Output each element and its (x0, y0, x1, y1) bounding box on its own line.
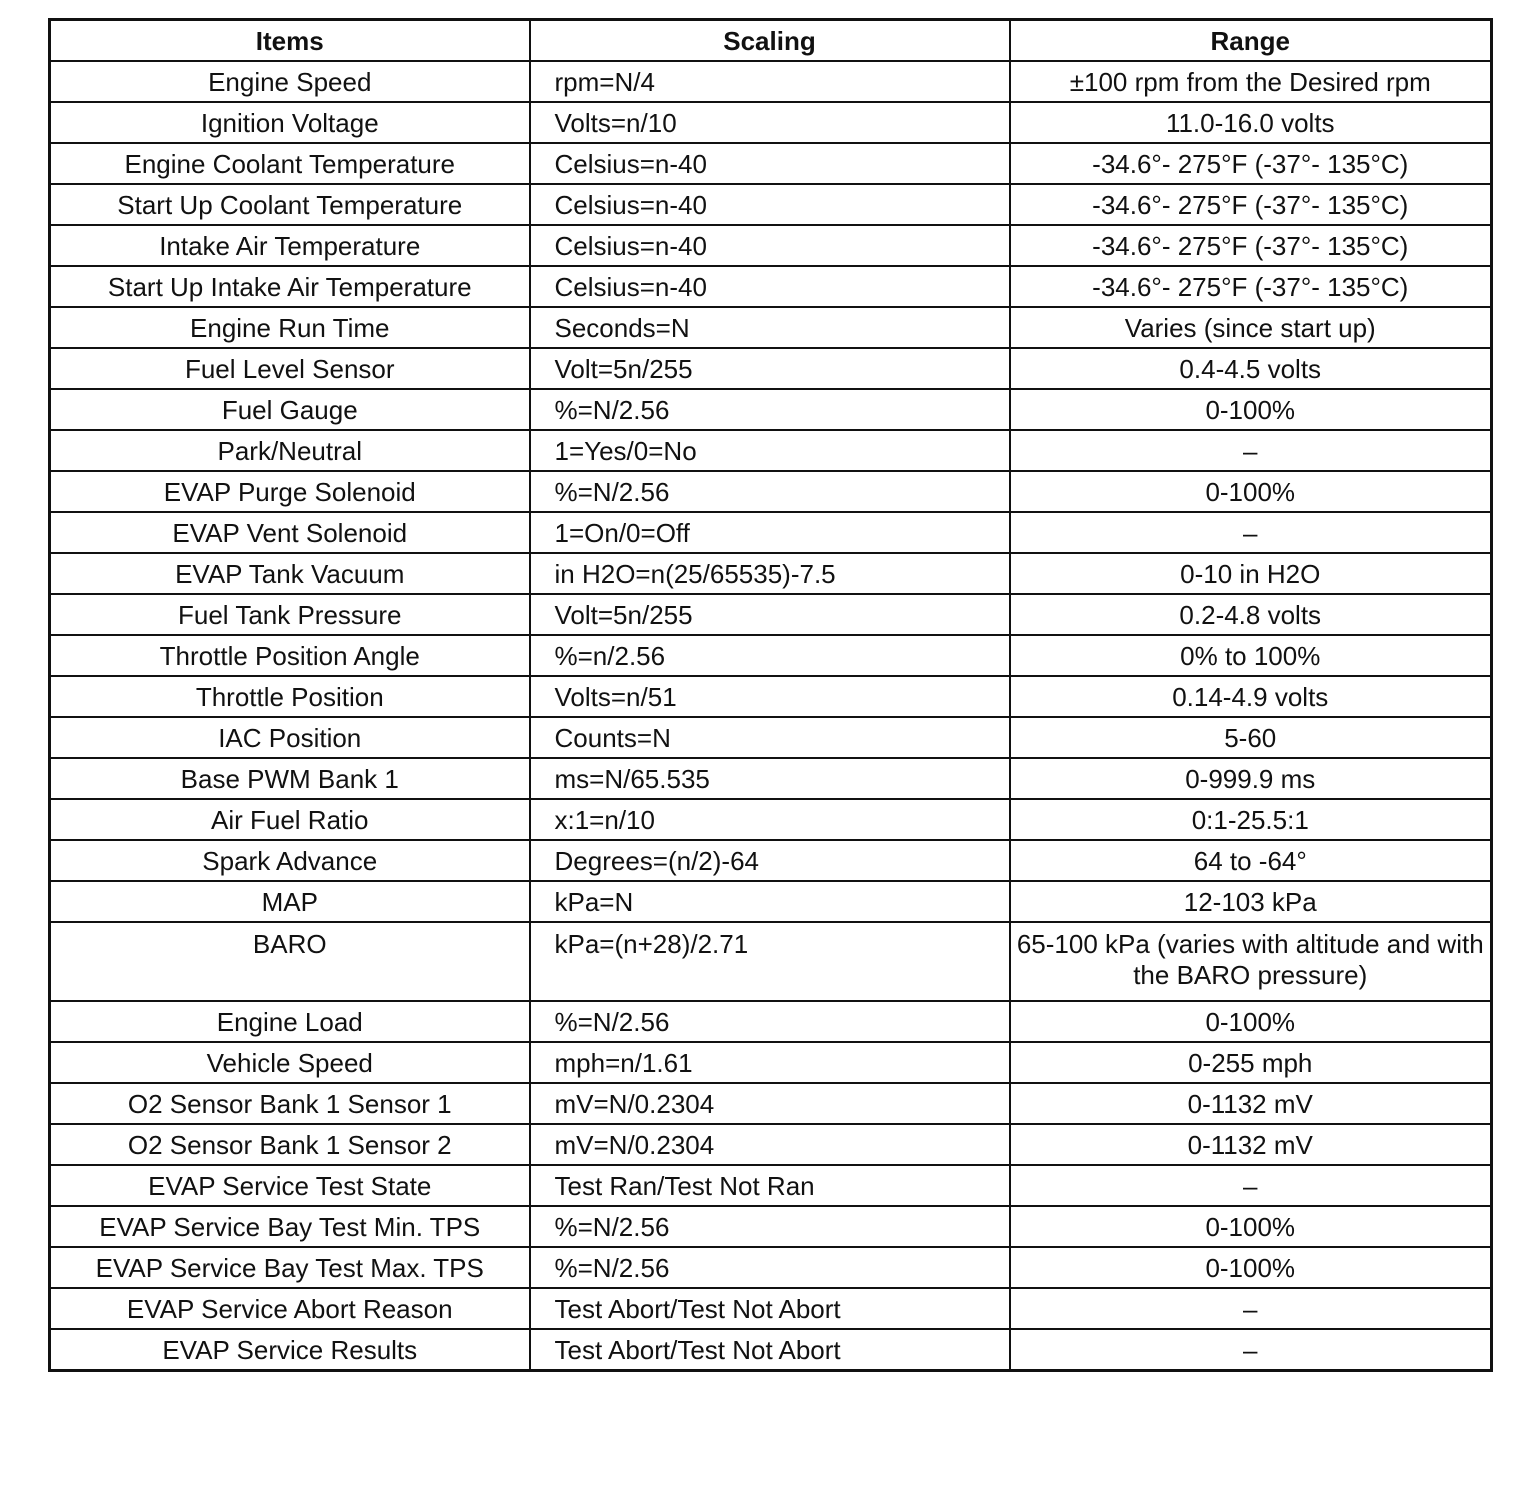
table-row (50, 635, 1492, 676)
table-row (50, 102, 1492, 143)
scaling-cell: Seconds=N (530, 307, 1010, 348)
scaling-cell: Celsius=n-40 (530, 143, 1010, 184)
table-row (50, 717, 1492, 758)
table-row (50, 1165, 1492, 1206)
scaling-cell: Volt=5n/255 (530, 348, 1010, 389)
scaling-cell: Counts=N (530, 717, 1010, 758)
table-row (50, 266, 1492, 307)
table-row (50, 840, 1492, 881)
scaling-cell: Test Abort/Test Not Abort (530, 1288, 1010, 1329)
header-items: Items (50, 20, 530, 62)
item-cell: Intake Air Temperature (50, 225, 530, 266)
scaling-cell: mph=n/1.61 (530, 1042, 1010, 1083)
table-row (50, 1042, 1492, 1083)
range-cell: 0.2-4.8 volts (1010, 594, 1492, 635)
scaling-cell: %=N/2.56 (530, 1247, 1010, 1288)
scaling-cell: Celsius=n-40 (530, 184, 1010, 225)
item-cell: IAC Position (50, 717, 530, 758)
table-row (50, 61, 1492, 102)
item-cell: Engine Coolant Temperature (50, 143, 530, 184)
range-cell: 0:1-25.5:1 (1010, 799, 1492, 840)
scaling-cell: kPa=N (530, 881, 1010, 922)
table-row (50, 758, 1492, 799)
scaling-cell: Volts=n/51 (530, 676, 1010, 717)
range-cell: 0-100% (1010, 389, 1492, 430)
range-cell: – (1010, 1329, 1492, 1371)
range-cell: -34.6°- 275°F (-37°- 135°C) (1010, 143, 1492, 184)
table-row (50, 881, 1492, 922)
item-cell: Start Up Coolant Temperature (50, 184, 530, 225)
range-cell: -34.6°- 275°F (-37°- 135°C) (1010, 266, 1492, 307)
range-cell: 5-60 (1010, 717, 1492, 758)
header-row (50, 20, 1492, 62)
table-row (50, 389, 1492, 430)
table-row (50, 512, 1492, 553)
item-cell: EVAP Tank Vacuum (50, 553, 530, 594)
range-cell: – (1010, 512, 1492, 553)
scan-data-table (48, 18, 1493, 1372)
range-cell: 0-1132 mV (1010, 1083, 1492, 1124)
range-cell: -34.6°- 275°F (-37°- 135°C) (1010, 225, 1492, 266)
scaling-cell: %=N/2.56 (530, 1001, 1010, 1042)
range-cell: 0-1132 mV (1010, 1124, 1492, 1165)
table-row (50, 676, 1492, 717)
item-cell: EVAP Service Bay Test Min. TPS (50, 1206, 530, 1247)
item-cell: MAP (50, 881, 530, 922)
scaling-cell: %=N/2.56 (530, 1206, 1010, 1247)
scaling-cell: Test Ran/Test Not Ran (530, 1165, 1010, 1206)
item-cell: Throttle Position (50, 676, 530, 717)
range-cell: – (1010, 1288, 1492, 1329)
item-cell: O2 Sensor Bank 1 Sensor 2 (50, 1124, 530, 1165)
table-row (50, 1329, 1492, 1371)
item-cell: Engine Speed (50, 61, 530, 102)
scaling-cell: %=N/2.56 (530, 471, 1010, 512)
scaling-cell: mV=N/0.2304 (530, 1083, 1010, 1124)
range-cell: ±100 rpm from the Desired rpm (1010, 61, 1492, 102)
table-row (50, 348, 1492, 389)
item-cell: Park/Neutral (50, 430, 530, 471)
item-cell: EVAP Service Results (50, 1329, 530, 1371)
item-cell: Base PWM Bank 1 (50, 758, 530, 799)
table-row (50, 799, 1492, 840)
item-cell: Ignition Voltage (50, 102, 530, 143)
scaling-cell: 1=Yes/0=No (530, 430, 1010, 471)
range-cell: – (1010, 1165, 1492, 1206)
scaling-cell: %=N/2.56 (530, 389, 1010, 430)
item-cell: Air Fuel Ratio (50, 799, 530, 840)
scaling-cell: rpm=N/4 (530, 61, 1010, 102)
table-row (50, 471, 1492, 512)
item-cell: Throttle Position Angle (50, 635, 530, 676)
table-row (50, 1083, 1492, 1124)
item-cell: Spark Advance (50, 840, 530, 881)
range-cell: 11.0-16.0 volts (1010, 102, 1492, 143)
table-row (50, 1247, 1492, 1288)
item-cell: Engine Load (50, 1001, 530, 1042)
scaling-cell: 1=On/0=Off (530, 512, 1010, 553)
range-cell: 64 to -64° (1010, 840, 1492, 881)
range-cell: 0-100% (1010, 1247, 1492, 1288)
item-cell: Vehicle Speed (50, 1042, 530, 1083)
scaling-cell: mV=N/0.2304 (530, 1124, 1010, 1165)
range-cell: -34.6°- 275°F (-37°- 135°C) (1010, 184, 1492, 225)
table-body (50, 61, 1492, 1371)
scaling-cell: Volt=5n/255 (530, 594, 1010, 635)
range-cell: 0-100% (1010, 1001, 1492, 1042)
item-cell: EVAP Service Abort Reason (50, 1288, 530, 1329)
scaling-cell: Volts=n/10 (530, 102, 1010, 143)
item-cell: Fuel Tank Pressure (50, 594, 530, 635)
range-cell: 0-255 mph (1010, 1042, 1492, 1083)
scaling-cell: in H2O=n(25/65535)-7.5 (530, 553, 1010, 594)
item-cell: EVAP Vent Solenoid (50, 512, 530, 553)
header-scaling: Scaling (530, 20, 1010, 62)
scaling-cell: ms=N/65.535 (530, 758, 1010, 799)
item-cell: Fuel Level Sensor (50, 348, 530, 389)
scaling-cell: kPa=(n+28)/2.71 (530, 922, 1010, 1001)
table-row (50, 594, 1492, 635)
item-cell: Start Up Intake Air Temperature (50, 266, 530, 307)
item-cell: O2 Sensor Bank 1 Sensor 1 (50, 1083, 530, 1124)
range-cell: 12-103 kPa (1010, 881, 1492, 922)
table-row (50, 1124, 1492, 1165)
table-row (50, 922, 1492, 1001)
item-cell: BARO (50, 922, 530, 1001)
table-row (50, 430, 1492, 471)
table-row (50, 1001, 1492, 1042)
scaling-cell: Celsius=n-40 (530, 225, 1010, 266)
range-cell: Varies (since start up) (1010, 307, 1492, 348)
scaling-cell: %=n/2.56 (530, 635, 1010, 676)
scaling-cell: Celsius=n-40 (530, 266, 1010, 307)
range-cell: 0-10 in H2O (1010, 553, 1492, 594)
table-row (50, 553, 1492, 594)
scaling-cell: Test Abort/Test Not Abort (530, 1329, 1010, 1371)
table-row (50, 307, 1492, 348)
table-row (50, 1206, 1492, 1247)
range-cell: 0-100% (1010, 1206, 1492, 1247)
range-cell: 0% to 100% (1010, 635, 1492, 676)
item-cell: Engine Run Time (50, 307, 530, 348)
table-row (50, 184, 1492, 225)
range-cell: 0.4-4.5 volts (1010, 348, 1492, 389)
table-row (50, 1288, 1492, 1329)
header-range: Range (1010, 20, 1492, 62)
item-cell: Fuel Gauge (50, 389, 530, 430)
scaling-cell: x:1=n/10 (530, 799, 1010, 840)
range-cell: 0-100% (1010, 471, 1492, 512)
range-cell: 0.14-4.9 volts (1010, 676, 1492, 717)
item-cell: EVAP Service Bay Test Max. TPS (50, 1247, 530, 1288)
range-cell: – (1010, 430, 1492, 471)
range-cell: 65-100 kPa (varies with altitude and with the BARO pressure) (1010, 922, 1492, 1001)
range-cell: 0-999.9 ms (1010, 758, 1492, 799)
table-row (50, 225, 1492, 266)
item-cell: EVAP Purge Solenoid (50, 471, 530, 512)
scaling-cell: Degrees=(n/2)-64 (530, 840, 1010, 881)
table-row (50, 143, 1492, 184)
item-cell: EVAP Service Test State (50, 1165, 530, 1206)
